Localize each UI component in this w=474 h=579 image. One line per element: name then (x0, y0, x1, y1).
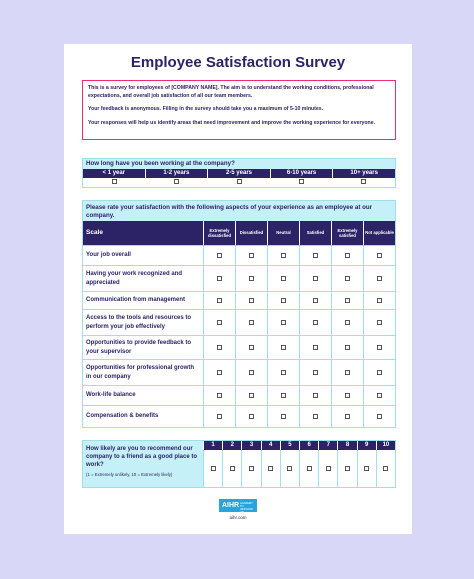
tenure-options-header (83, 169, 395, 178)
satisfaction-checkbox[interactable] (345, 393, 350, 398)
tenure-option-label: 10+ years (350, 170, 378, 176)
recommend-checkboxes (203, 450, 395, 487)
recommend-checkbox[interactable] (249, 466, 254, 471)
satisfaction-checkbox[interactable] (249, 320, 254, 325)
satisfaction-checkbox[interactable] (281, 345, 286, 350)
satisfaction-checkbox[interactable] (249, 414, 254, 419)
recommend-number: 9 (357, 441, 376, 450)
recommend-number: 3 (241, 441, 260, 450)
satisfaction-checkbox[interactable] (217, 276, 222, 281)
recommend-question-text: How likely are you to recommend our company to a friend as a good place to work? (86, 446, 198, 469)
recommend-number: 7 (318, 441, 337, 450)
recommend-checkbox[interactable] (268, 466, 273, 471)
satisfaction-checkbox[interactable] (377, 276, 382, 281)
satisfaction-checkbox[interactable] (281, 370, 286, 375)
scale-column-header: Not applicable (363, 221, 395, 245)
satisfaction-checkbox[interactable] (313, 298, 318, 303)
recommend-question (82, 440, 396, 488)
satisfaction-checkbox[interactable] (281, 320, 286, 325)
intro-paragraph-1: This is a survey for employees of [COMPANY NAME]. The aim is to understand the working conditions, professional expectations, and overall job satisfaction of all our team members. (88, 85, 374, 99)
satisfaction-row-label: Work-life balance (86, 392, 136, 399)
satisfaction-checkbox[interactable] (313, 393, 318, 398)
tenure-checkbox[interactable] (237, 179, 242, 184)
satisfaction-question-text: Please rate your satisfaction with the following aspects of your experience as an employee at our company. (83, 201, 395, 221)
satisfaction-checkbox[interactable] (377, 253, 382, 258)
satisfaction-row (83, 291, 395, 309)
satisfaction-checkbox[interactable] (249, 370, 254, 375)
satisfaction-checkbox[interactable] (249, 298, 254, 303)
satisfaction-checkbox[interactable] (281, 298, 286, 303)
satisfaction-row-label: Communication from management (86, 297, 186, 304)
satisfaction-checkbox[interactable] (345, 298, 350, 303)
satisfaction-checkbox[interactable] (217, 320, 222, 325)
satisfaction-row (83, 245, 395, 265)
satisfaction-checkbox[interactable] (313, 276, 318, 281)
satisfaction-checkbox[interactable] (345, 253, 350, 258)
satisfaction-checkbox[interactable] (345, 345, 350, 350)
satisfaction-checkbox[interactable] (249, 276, 254, 281)
logo-subtext: ACADEMY TO INNOVATE HR (240, 502, 253, 515)
satisfaction-checkbox[interactable] (377, 345, 382, 350)
scale-label: Scale (86, 228, 103, 236)
satisfaction-checkbox[interactable] (217, 414, 222, 419)
satisfaction-checkbox[interactable] (377, 370, 382, 375)
intro-paragraph-3: Your responses will help us identify areas that need improvement and improve the working experience for everyone. (88, 119, 376, 126)
recommend-scale-hint: (1 = Extremely unlikely, 10 = Extremely likely) (86, 472, 173, 478)
tenure-checkbox[interactable] (174, 179, 179, 184)
aihr-logo (219, 499, 257, 515)
scale-column-header: Extremely satisfied (331, 221, 363, 245)
tenure-option-label: 2-5 years (208, 169, 271, 178)
satisfaction-checkbox[interactable] (377, 393, 382, 398)
satisfaction-checkbox[interactable] (217, 298, 222, 303)
satisfaction-row (83, 359, 395, 385)
recommend-checkbox[interactable] (230, 466, 235, 471)
tenure-checkbox[interactable] (361, 179, 366, 184)
satisfaction-row (83, 265, 395, 291)
satisfaction-row (83, 385, 395, 405)
satisfaction-checkbox[interactable] (377, 298, 382, 303)
satisfaction-row-label: Opportunities to provide feedback to your supervisor (86, 340, 192, 355)
recommend-number: 10 (376, 441, 395, 450)
survey-page (64, 44, 412, 534)
satisfaction-checkbox[interactable] (217, 393, 222, 398)
satisfaction-checkbox[interactable] (313, 414, 318, 419)
satisfaction-checkbox[interactable] (377, 320, 382, 325)
recommend-checkbox[interactable] (326, 466, 331, 471)
scale-column-header: Neutral (267, 221, 299, 245)
intro-box (82, 80, 396, 140)
satisfaction-checkbox[interactable] (217, 370, 222, 375)
scale-column-header: Satisfied (299, 221, 331, 245)
satisfaction-row (83, 335, 395, 359)
recommend-checkbox[interactable] (383, 466, 388, 471)
recommend-question-box (83, 441, 203, 487)
recommend-checkbox[interactable] (211, 466, 216, 471)
recommend-checkbox[interactable] (364, 466, 369, 471)
recommend-number: 1 (203, 441, 222, 450)
recommend-number: 6 (299, 441, 318, 450)
tenure-question (82, 158, 396, 188)
satisfaction-row-label: Compensation & benefits (86, 413, 159, 420)
satisfaction-checkbox[interactable] (249, 393, 254, 398)
recommend-number: 5 (280, 441, 299, 450)
logo-text: AIHR (222, 502, 240, 509)
recommend-checkbox[interactable] (287, 466, 292, 471)
satisfaction-checkbox[interactable] (313, 370, 318, 375)
satisfaction-row (83, 405, 395, 427)
satisfaction-checkbox[interactable] (345, 276, 350, 281)
tenure-question-text: How long have you been working at the company? (83, 159, 395, 169)
tenure-option-label: 1-2 years (146, 169, 209, 178)
satisfaction-checkbox[interactable] (281, 253, 286, 258)
satisfaction-checkbox[interactable] (345, 370, 350, 375)
satisfaction-row-label: Having your work recognized and appreciated (86, 271, 183, 286)
recommend-number: 4 (261, 441, 280, 450)
satisfaction-checkbox[interactable] (281, 393, 286, 398)
recommend-number: 2 (222, 441, 241, 450)
satisfaction-checkbox[interactable] (313, 345, 318, 350)
tenure-checkbox[interactable] (299, 179, 304, 184)
satisfaction-row (83, 309, 395, 335)
scale-column-header: Dissatisfied (235, 221, 267, 245)
tenure-option-label: 6-10 years (271, 169, 334, 178)
tenure-option-label: < 1 year (83, 169, 146, 178)
satisfaction-row-label: Opportunities for professional growth in our company (86, 365, 194, 380)
satisfaction-grid (82, 200, 396, 428)
recommend-checkbox[interactable] (307, 466, 312, 471)
satisfaction-checkbox[interactable] (345, 320, 350, 325)
satisfaction-checkbox[interactable] (217, 345, 222, 350)
satisfaction-checkbox[interactable] (217, 253, 222, 258)
satisfaction-row-label: Your job overall (86, 252, 131, 259)
satisfaction-checkbox[interactable] (313, 253, 318, 258)
scale-column-header: Extremely dissatisfied (203, 221, 235, 245)
satisfaction-checkbox[interactable] (345, 414, 350, 419)
recommend-number: 8 (337, 441, 356, 450)
satisfaction-checkbox[interactable] (281, 276, 286, 281)
satisfaction-checkbox[interactable] (313, 320, 318, 325)
site-url[interactable]: aihr.com (229, 515, 247, 520)
satisfaction-checkbox[interactable] (281, 414, 286, 419)
recommend-checkbox[interactable] (345, 466, 350, 471)
recommend-grid (203, 441, 395, 487)
page-title: Employee Satisfaction Survey (130, 54, 346, 71)
scale-header-row (83, 221, 395, 245)
tenure-checkbox[interactable] (112, 179, 117, 184)
satisfaction-checkbox[interactable] (249, 345, 254, 350)
tenure-checkboxes (83, 178, 395, 187)
intro-paragraph-2: Your feedback is anonymous. Filling in the survey should take you a maximum of 5-10 minutes. (88, 106, 324, 113)
satisfaction-row-label: Access to the tools and resources to perform your job effectively (86, 315, 192, 330)
recommend-number-header (203, 441, 395, 450)
satisfaction-checkbox[interactable] (249, 253, 254, 258)
satisfaction-checkbox[interactable] (377, 414, 382, 419)
